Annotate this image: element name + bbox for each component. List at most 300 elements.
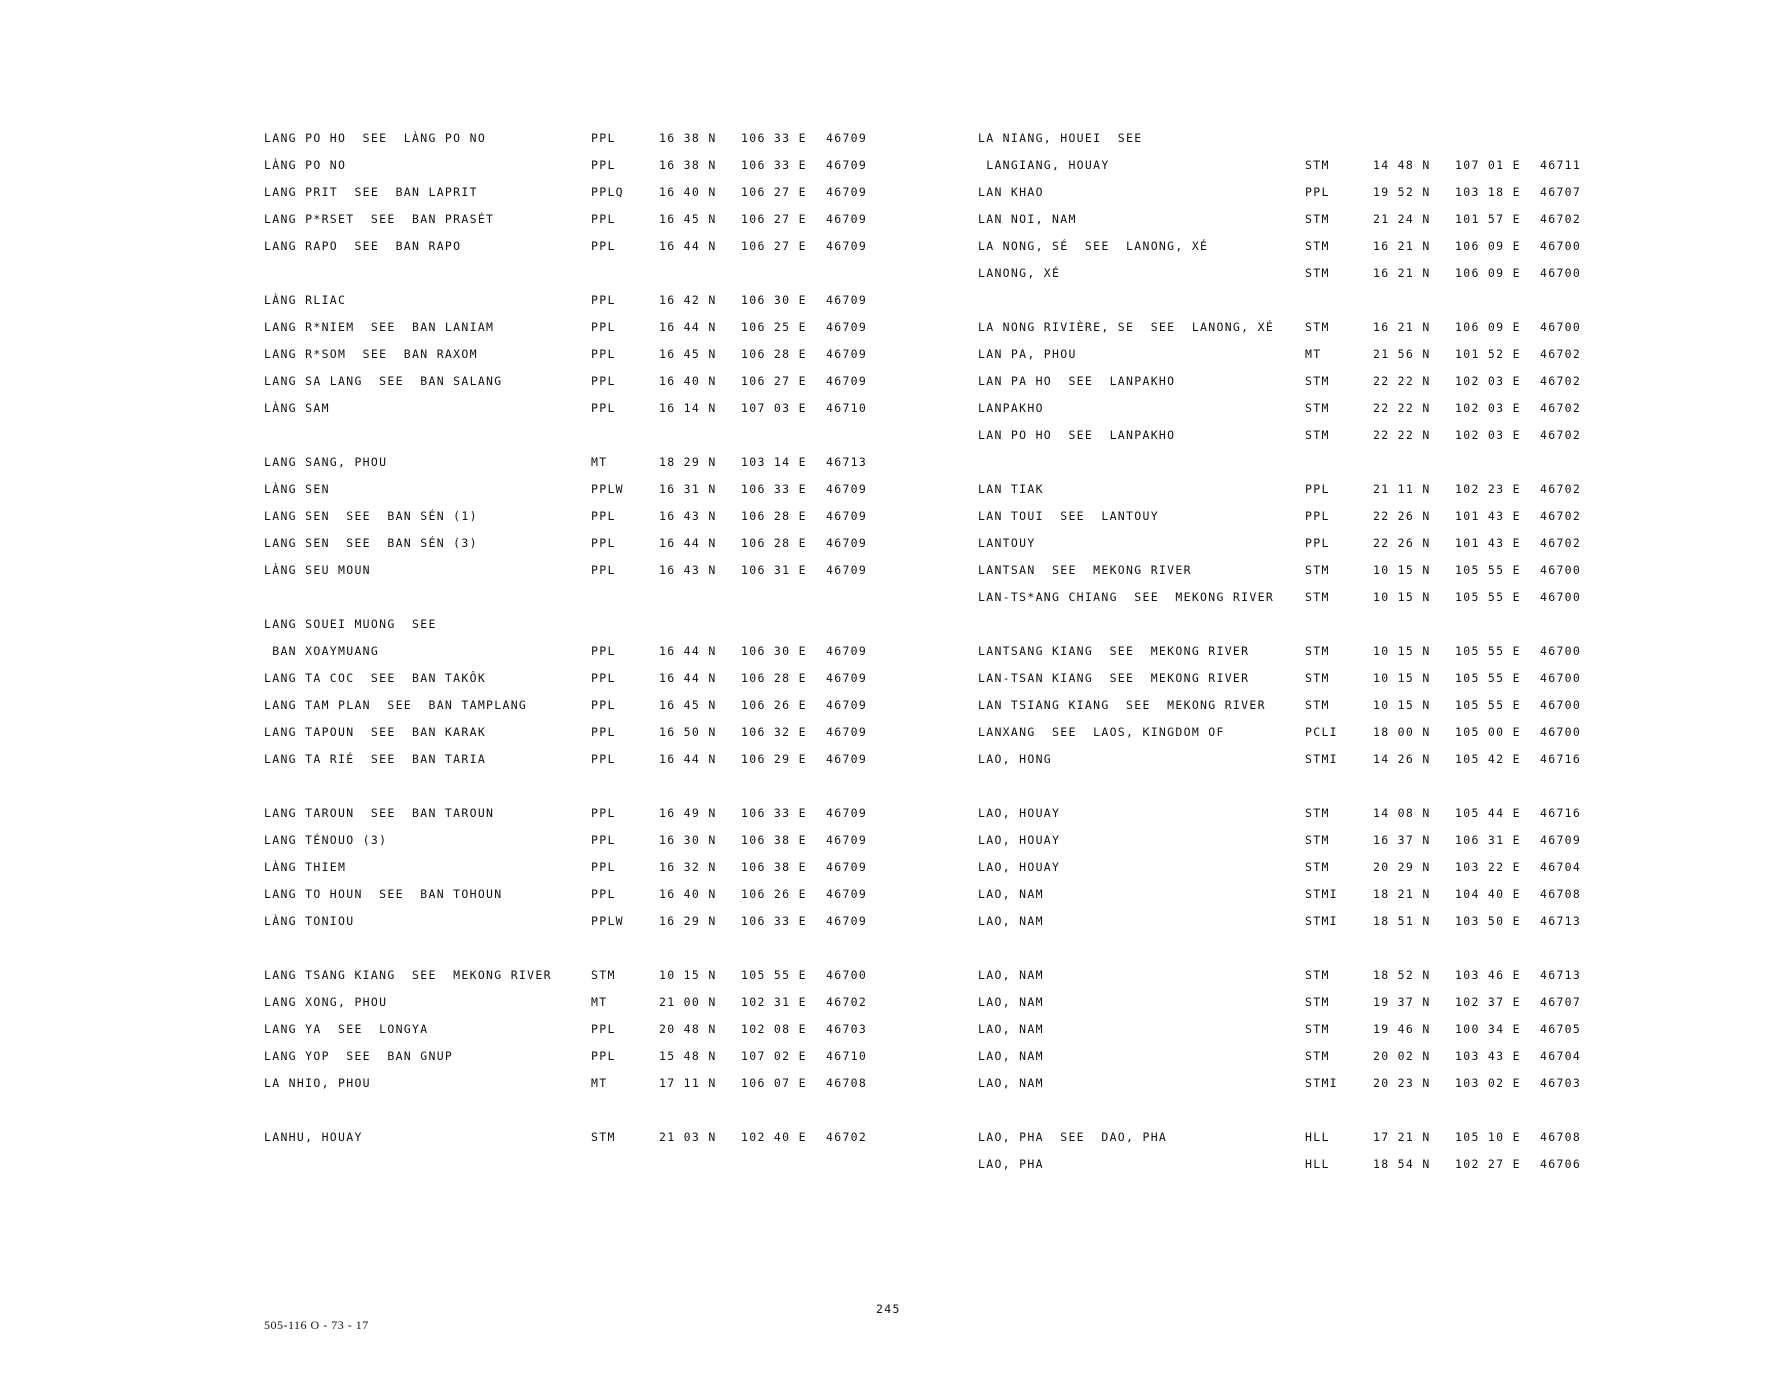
- longitude: 107 01 E: [1455, 158, 1521, 172]
- entry-row: [978, 1128, 1658, 1146]
- feature-code: STM: [1305, 671, 1330, 685]
- entry-row: [264, 561, 944, 579]
- map-reference: 46709: [826, 212, 868, 226]
- feature-code: PCLI: [1305, 725, 1338, 739]
- longitude: 102 08 E: [741, 1022, 807, 1036]
- longitude: 106 31 E: [1455, 833, 1521, 847]
- map-reference: 46702: [1540, 212, 1582, 226]
- entry-row: [978, 534, 1658, 552]
- entry-row: [264, 345, 944, 363]
- map-reference: 46709: [826, 860, 868, 874]
- entry-row: [978, 264, 1658, 282]
- longitude: 105 55 E: [741, 968, 807, 982]
- feature-code: STM: [1305, 401, 1330, 415]
- longitude: 106 09 E: [1455, 320, 1521, 334]
- map-reference: 46700: [1540, 590, 1582, 604]
- feature-code: PPLQ: [591, 185, 624, 199]
- place-name: LAN PA, PHOU: [978, 347, 1077, 361]
- entry-row: [978, 237, 1658, 255]
- entry-row: [264, 480, 944, 498]
- map-reference: 46711: [1540, 158, 1582, 172]
- entry-row: [264, 669, 944, 687]
- entry-row: [978, 210, 1658, 228]
- longitude: 106 28 E: [741, 536, 807, 550]
- feature-code: PPL: [591, 401, 616, 415]
- longitude: 106 30 E: [741, 644, 807, 658]
- place-name: LÀNG THIEM: [264, 860, 347, 874]
- latitude: 19 37 N: [1373, 995, 1431, 1009]
- feature-code: PPL: [591, 1049, 616, 1063]
- feature-code: HLL: [1305, 1157, 1330, 1171]
- longitude: 103 50 E: [1455, 914, 1521, 928]
- map-reference: 46706: [1540, 1157, 1582, 1171]
- longitude: 106 38 E: [741, 860, 807, 874]
- map-reference: 46708: [1540, 1130, 1582, 1144]
- place-name: LANG TA COC SEE BAN TAKÔK: [264, 671, 487, 685]
- entry-row: [264, 210, 944, 228]
- latitude: 10 15 N: [1373, 671, 1431, 685]
- feature-code: MT: [591, 455, 608, 469]
- latitude: 16 40 N: [659, 887, 717, 901]
- latitude: 16 43 N: [659, 509, 717, 523]
- entry-row: [264, 723, 944, 741]
- entry-row: [264, 858, 944, 876]
- latitude: 16 21 N: [1373, 320, 1431, 334]
- map-reference: 46705: [1540, 1022, 1582, 1036]
- map-reference: 46709: [826, 374, 868, 388]
- map-reference: 46709: [826, 698, 868, 712]
- latitude: 16 29 N: [659, 914, 717, 928]
- entry-row: [978, 912, 1658, 930]
- latitude: 14 26 N: [1373, 752, 1431, 766]
- entry-row: [264, 534, 944, 552]
- longitude: 107 02 E: [741, 1049, 807, 1063]
- entry-row: [978, 858, 1658, 876]
- latitude: 20 48 N: [659, 1022, 717, 1036]
- longitude: 106 33 E: [741, 482, 807, 496]
- longitude: 101 43 E: [1455, 536, 1521, 550]
- latitude: 16 45 N: [659, 347, 717, 361]
- entry-row: [978, 642, 1658, 660]
- latitude: 10 15 N: [1373, 563, 1431, 577]
- entry-row: [978, 696, 1658, 714]
- map-reference: 46709: [826, 833, 868, 847]
- latitude: 16 32 N: [659, 860, 717, 874]
- latitude: 16 38 N: [659, 131, 717, 145]
- feature-code: STM: [1305, 968, 1330, 982]
- feature-code: PPL: [591, 320, 616, 334]
- entry-row: [978, 1020, 1658, 1038]
- place-name: LANG PRIT SEE BAN LAPRIT: [264, 185, 478, 199]
- place-name: LANTSANG KIANG SEE MEKONG RIVER: [978, 644, 1250, 658]
- place-name: LANPAKHO: [978, 401, 1044, 415]
- feature-code: PPL: [591, 509, 616, 523]
- latitude: 18 00 N: [1373, 725, 1431, 739]
- place-name: LAO, HOUAY: [978, 860, 1061, 874]
- place-name: LANG YOP SEE BAN GNUP: [264, 1049, 454, 1063]
- longitude: 102 37 E: [1455, 995, 1521, 1009]
- place-name: LAN-TS*ANG CHIANG SEE MEKONG RIVER: [978, 590, 1275, 604]
- feature-code: HLL: [1305, 1130, 1330, 1144]
- longitude: 102 23 E: [1455, 482, 1521, 496]
- place-name: LAN PO HO SEE LANPAKHO: [978, 428, 1176, 442]
- longitude: 102 40 E: [741, 1130, 807, 1144]
- latitude: 21 56 N: [1373, 347, 1431, 361]
- latitude: 17 21 N: [1373, 1130, 1431, 1144]
- latitude: 10 15 N: [1373, 698, 1431, 712]
- map-reference: 46709: [826, 725, 868, 739]
- map-reference: 46709: [1540, 833, 1582, 847]
- feature-code: PPL: [591, 347, 616, 361]
- longitude: 106 29 E: [741, 752, 807, 766]
- feature-code: STM: [1305, 1049, 1330, 1063]
- longitude: 106 09 E: [1455, 266, 1521, 280]
- place-name: LANG RAPO SEE BAN RAPO: [264, 239, 462, 253]
- entry-row: [978, 129, 1658, 147]
- feature-code: PPL: [591, 212, 616, 226]
- map-reference: 46709: [826, 239, 868, 253]
- latitude: 16 21 N: [1373, 266, 1431, 280]
- place-name: LANTSAN SEE MEKONG RIVER: [978, 563, 1192, 577]
- longitude: 106 33 E: [741, 806, 807, 820]
- entry-row: [978, 723, 1658, 741]
- place-name: LAN TOUI SEE LANTOUY: [978, 509, 1159, 523]
- latitude: 16 44 N: [659, 671, 717, 685]
- map-reference: 46700: [1540, 563, 1582, 577]
- latitude: 10 15 N: [1373, 590, 1431, 604]
- feature-code: PPL: [591, 293, 616, 307]
- feature-code: PPL: [591, 833, 616, 847]
- map-reference: 46702: [1540, 347, 1582, 361]
- map-reference: 46700: [1540, 320, 1582, 334]
- entry-row: [978, 1047, 1658, 1065]
- map-reference: 46700: [1540, 266, 1582, 280]
- map-reference: 46713: [1540, 914, 1582, 928]
- entry-row: [264, 804, 944, 822]
- feature-code: PPL: [591, 374, 616, 388]
- feature-code: PPL: [591, 563, 616, 577]
- longitude: 103 14 E: [741, 455, 807, 469]
- map-reference: 46710: [826, 401, 868, 415]
- print-code: 505-116 O - 73 - 17: [264, 1318, 369, 1332]
- map-reference: 46700: [1540, 671, 1582, 685]
- place-name: LÀNG RLIAC: [264, 293, 347, 307]
- feature-code: PPL: [1305, 185, 1330, 199]
- longitude: 103 22 E: [1455, 860, 1521, 874]
- feature-code: STMI: [1305, 752, 1338, 766]
- feature-code: PPL: [1305, 509, 1330, 523]
- feature-code: STMI: [1305, 887, 1338, 901]
- place-name: LANONG, XÉ: [978, 266, 1061, 280]
- longitude: 106 30 E: [741, 293, 807, 307]
- entry-row: [978, 507, 1658, 525]
- latitude: 16 49 N: [659, 806, 717, 820]
- place-name: LANG TO HOUN SEE BAN TOHOUN: [264, 887, 503, 901]
- latitude: 18 52 N: [1373, 968, 1431, 982]
- place-name: LÀNG PO NO: [264, 158, 347, 172]
- place-name: LA NONG RIVIÈRE, SE SEE LANONG, XÉ: [978, 320, 1275, 334]
- feature-code: MT: [1305, 347, 1322, 361]
- latitude: 16 21 N: [1373, 239, 1431, 253]
- map-reference: 46702: [826, 995, 868, 1009]
- latitude: 16 37 N: [1373, 833, 1431, 847]
- place-name: LANG TAROUN SEE BAN TAROUN: [264, 806, 495, 820]
- longitude: 100 34 E: [1455, 1022, 1521, 1036]
- map-reference: 46710: [826, 1049, 868, 1063]
- map-reference: 46709: [826, 293, 868, 307]
- entry-row: [264, 1047, 944, 1065]
- feature-code: STM: [1305, 698, 1330, 712]
- place-name: LAO, NAM: [978, 1022, 1044, 1036]
- entry-row: [978, 1155, 1658, 1173]
- place-name: LAO, HOUAY: [978, 833, 1061, 847]
- latitude: 19 46 N: [1373, 1022, 1431, 1036]
- feature-code: PPL: [591, 887, 616, 901]
- longitude: 106 33 E: [741, 158, 807, 172]
- longitude: 104 40 E: [1455, 887, 1521, 901]
- feature-code: STMI: [1305, 1076, 1338, 1090]
- feature-code: STM: [1305, 212, 1330, 226]
- place-name: LAO, NAM: [978, 968, 1044, 982]
- place-name: LA NIANG, HOUEI SEE: [978, 131, 1143, 145]
- longitude: 106 31 E: [741, 563, 807, 577]
- map-reference: 46709: [826, 131, 868, 145]
- entry-row: [978, 426, 1658, 444]
- place-name: LANG PO HO SEE LÀNG PO NO: [264, 131, 487, 145]
- longitude: 105 55 E: [1455, 563, 1521, 577]
- place-name: LANHU, HOUAY: [264, 1130, 363, 1144]
- longitude: 102 03 E: [1455, 401, 1521, 415]
- feature-code: STM: [1305, 239, 1330, 253]
- map-reference: 46702: [1540, 509, 1582, 523]
- map-reference: 46704: [1540, 1049, 1582, 1063]
- map-reference: 46709: [826, 509, 868, 523]
- feature-code: PPL: [591, 131, 616, 145]
- latitude: 16 42 N: [659, 293, 717, 307]
- longitude: 105 55 E: [1455, 644, 1521, 658]
- latitude: 20 23 N: [1373, 1076, 1431, 1090]
- feature-code: PPL: [591, 752, 616, 766]
- feature-code: STM: [1305, 1022, 1330, 1036]
- feature-code: PPL: [591, 239, 616, 253]
- place-name: LAN TIAK: [978, 482, 1044, 496]
- map-reference: 46709: [826, 671, 868, 685]
- place-name: LAO, HOUAY: [978, 806, 1061, 820]
- feature-code: PPLW: [591, 914, 624, 928]
- place-name: LANG TA RIÉ SEE BAN TARIA: [264, 752, 487, 766]
- feature-code: STM: [1305, 158, 1330, 172]
- latitude: 20 29 N: [1373, 860, 1431, 874]
- feature-code: PPL: [1305, 536, 1330, 550]
- feature-code: PPL: [591, 1022, 616, 1036]
- map-reference: 46703: [826, 1022, 868, 1036]
- map-reference: 46703: [1540, 1076, 1582, 1090]
- map-reference: 46709: [826, 644, 868, 658]
- longitude: 106 33 E: [741, 131, 807, 145]
- place-name: LAO, NAM: [978, 995, 1044, 1009]
- longitude: 106 32 E: [741, 725, 807, 739]
- map-reference: 46709: [826, 158, 868, 172]
- longitude: 105 55 E: [1455, 671, 1521, 685]
- longitude: 106 26 E: [741, 887, 807, 901]
- entry-row: [264, 750, 944, 768]
- latitude: 21 24 N: [1373, 212, 1431, 226]
- feature-code: PPL: [591, 644, 616, 658]
- place-name: LANG TSANG KIANG SEE MEKONG RIVER: [264, 968, 552, 982]
- longitude: 102 03 E: [1455, 374, 1521, 388]
- place-name: LA NHIO, PHOU: [264, 1076, 371, 1090]
- place-name: LANG XONG, PHOU: [264, 995, 388, 1009]
- entry-row: [978, 1074, 1658, 1092]
- place-name: LAO, HONG: [978, 752, 1053, 766]
- map-reference: 46716: [1540, 806, 1582, 820]
- feature-code: STM: [1305, 428, 1330, 442]
- entry-row: [264, 453, 944, 471]
- entry-row: [978, 831, 1658, 849]
- place-name: LANG P*RSET SEE BAN PRASÉT: [264, 212, 495, 226]
- place-name: LANG SA LANG SEE BAN SALANG: [264, 374, 503, 388]
- place-name: LAN-TSAN KIANG SEE MEKONG RIVER: [978, 671, 1250, 685]
- longitude: 107 03 E: [741, 401, 807, 415]
- latitude: 22 26 N: [1373, 509, 1431, 523]
- feature-code: STM: [1305, 644, 1330, 658]
- place-name: LANG SANG, PHOU: [264, 455, 388, 469]
- entry-row: [978, 318, 1658, 336]
- place-name: BAN XOAYMUANG: [264, 644, 380, 658]
- entry-row: [978, 183, 1658, 201]
- latitude: 16 50 N: [659, 725, 717, 739]
- map-reference: 46713: [826, 455, 868, 469]
- longitude: 101 43 E: [1455, 509, 1521, 523]
- entry-row: [264, 156, 944, 174]
- map-reference: 46700: [1540, 644, 1582, 658]
- latitude: 16 38 N: [659, 158, 717, 172]
- entry-row: [978, 156, 1658, 174]
- longitude: 106 09 E: [1455, 239, 1521, 253]
- entry-row: [264, 912, 944, 930]
- feature-code: STM: [1305, 563, 1330, 577]
- feature-code: MT: [591, 995, 608, 1009]
- longitude: 106 28 E: [741, 671, 807, 685]
- entry-row: [978, 966, 1658, 984]
- longitude: 106 26 E: [741, 698, 807, 712]
- place-name: LÀNG SEU MOUN: [264, 563, 371, 577]
- longitude: 103 02 E: [1455, 1076, 1521, 1090]
- place-name: LANG SOUEI MUONG SEE: [264, 617, 437, 631]
- entry-row: [264, 291, 944, 309]
- latitude: 16 40 N: [659, 374, 717, 388]
- map-reference: 46713: [1540, 968, 1582, 982]
- place-name: LANG R*SOM SEE BAN RAXOM: [264, 347, 478, 361]
- latitude: 21 00 N: [659, 995, 717, 1009]
- longitude: 102 27 E: [1455, 1157, 1521, 1171]
- longitude: 106 27 E: [741, 239, 807, 253]
- map-reference: 46716: [1540, 752, 1582, 766]
- map-reference: 46709: [826, 887, 868, 901]
- map-reference: 46709: [826, 806, 868, 820]
- latitude: 18 21 N: [1373, 887, 1431, 901]
- longitude: 103 18 E: [1455, 185, 1521, 199]
- gazetteer-column-right: [978, 0, 1658, 1380]
- latitude: 19 52 N: [1373, 185, 1431, 199]
- map-reference: 46702: [1540, 536, 1582, 550]
- entry-row: [264, 1020, 944, 1038]
- latitude: 10 15 N: [1373, 644, 1431, 658]
- feature-code: STM: [591, 1130, 616, 1144]
- feature-code: PPL: [591, 158, 616, 172]
- entry-row: [264, 399, 944, 417]
- latitude: 16 44 N: [659, 536, 717, 550]
- place-name: LAO, NAM: [978, 914, 1044, 928]
- place-name: LANG TAPOUN SEE BAN KARAK: [264, 725, 487, 739]
- map-reference: 46709: [826, 185, 868, 199]
- entry-row: [264, 615, 944, 633]
- latitude: 20 02 N: [1373, 1049, 1431, 1063]
- feature-code: STM: [1305, 860, 1330, 874]
- place-name: LAO, NAM: [978, 1076, 1044, 1090]
- map-reference: 46708: [1540, 887, 1582, 901]
- longitude: 106 33 E: [741, 914, 807, 928]
- latitude: 16 44 N: [659, 239, 717, 253]
- map-reference: 46709: [826, 347, 868, 361]
- place-name: LAO, NAM: [978, 1049, 1044, 1063]
- entry-row: [264, 1074, 944, 1092]
- map-reference: 46709: [826, 563, 868, 577]
- latitude: 21 03 N: [659, 1130, 717, 1144]
- page-number: 245: [876, 1302, 901, 1316]
- longitude: 103 46 E: [1455, 968, 1521, 982]
- feature-code: STM: [1305, 833, 1330, 847]
- longitude: 105 44 E: [1455, 806, 1521, 820]
- entry-row: [264, 885, 944, 903]
- longitude: 102 31 E: [741, 995, 807, 1009]
- map-reference: 46707: [1540, 995, 1582, 1009]
- latitude: 16 43 N: [659, 563, 717, 577]
- map-reference: 46709: [826, 482, 868, 496]
- latitude: 22 22 N: [1373, 401, 1431, 415]
- map-reference: 46709: [826, 536, 868, 550]
- map-reference: 46709: [826, 752, 868, 766]
- entry-row: [978, 750, 1658, 768]
- place-name: LANG TÉNOUO (3): [264, 833, 388, 847]
- entry-row: [264, 372, 944, 390]
- feature-code: STM: [1305, 266, 1330, 280]
- map-reference: 46708: [826, 1076, 868, 1090]
- latitude: 16 40 N: [659, 185, 717, 199]
- gazetteer-column-left: [264, 0, 944, 1380]
- longitude: 103 43 E: [1455, 1049, 1521, 1063]
- place-name: LANG SEN SEE BAN SÉN (3): [264, 536, 478, 550]
- latitude: 17 11 N: [659, 1076, 717, 1090]
- map-reference: 46702: [1540, 482, 1582, 496]
- place-name: LAO, PHA: [978, 1157, 1044, 1171]
- map-reference: 46702: [1540, 374, 1582, 388]
- longitude: 106 28 E: [741, 347, 807, 361]
- place-name: LÀNG TONIOU: [264, 914, 355, 928]
- latitude: 16 44 N: [659, 644, 717, 658]
- place-name: LAN KHAO: [978, 185, 1044, 199]
- latitude: 16 44 N: [659, 752, 717, 766]
- latitude: 16 44 N: [659, 320, 717, 334]
- longitude: 105 00 E: [1455, 725, 1521, 739]
- entry-row: [978, 561, 1658, 579]
- longitude: 105 55 E: [1455, 590, 1521, 604]
- latitude: 18 51 N: [1373, 914, 1431, 928]
- feature-code: PPL: [591, 698, 616, 712]
- map-reference: 46700: [826, 968, 868, 982]
- entry-row: [978, 669, 1658, 687]
- feature-code: STM: [1305, 806, 1330, 820]
